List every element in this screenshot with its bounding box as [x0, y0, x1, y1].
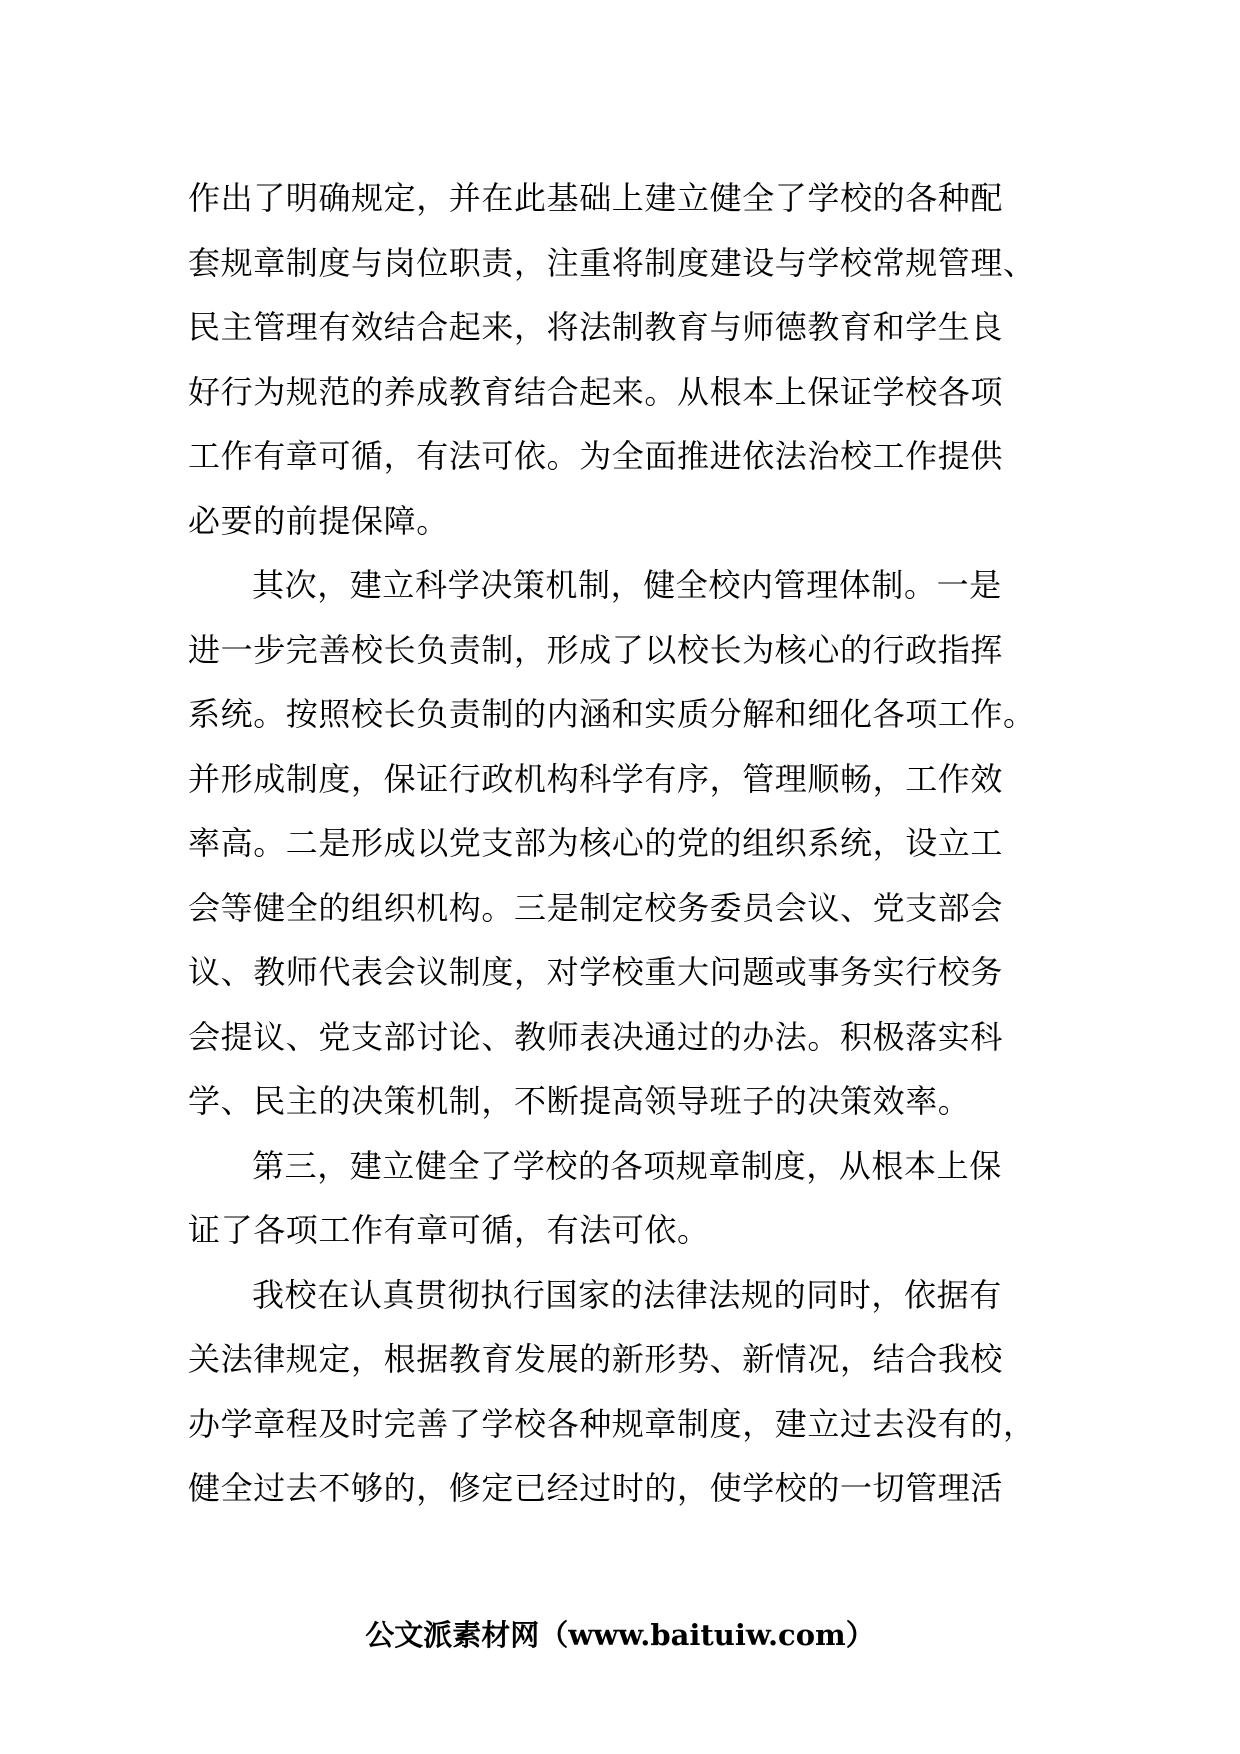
- text-line: 率高。二是形成以党支部为核心的党的组织系统，设立工: [188, 824, 1004, 862]
- text-line: 进一步完善校长负责制，形成了以校长为核心的行政指挥: [188, 630, 1004, 669]
- page-footer-source: 公文派素材网（www.baituiw.com）: [365, 1618, 875, 1652]
- text-line: 证了各项工作有章可循，有法可依。: [188, 1211, 710, 1249]
- paragraph-first-line: 其次，建立科学决策机制，健全校内管理体制。一是: [252, 566, 1002, 604]
- text-line: 议、教师代表会议制度，对学校重大问题或事务实行校务: [188, 953, 1004, 991]
- text-line: 并形成制度，保证行政机构科学有序，管理顺畅，工作效: [188, 759, 1004, 798]
- paragraph-first-line: 我校在认真贯彻执行国家的法律法规的同时，依据有: [252, 1275, 1002, 1314]
- text-line: 工作有章可循，有法可依。为全面推进依法治校工作提供: [188, 437, 1004, 475]
- text-line: 学、民主的决策机制，不断提高领导班子的决策效率。: [188, 1082, 971, 1120]
- text-line: 好行为规范的养成教育结合起来。从根本上保证学校各项: [188, 372, 1004, 411]
- text-line: 会提议、党支部讨论、教师表决通过的办法。积极落实科: [188, 1017, 1004, 1056]
- text-line: 关法律规定，根据教育发展的新形势、新情况，结合我校: [188, 1340, 1004, 1378]
- paragraph-first-line: 第三，建立健全了学校的各项规章制度，从根本上保: [252, 1146, 1002, 1185]
- text-line: 办学章程及时完善了学校各种规章制度，建立过去没有的，: [188, 1404, 1036, 1443]
- text-line: 作出了明确规定，并在此基础上建立健全了学校的各种配: [188, 179, 1004, 217]
- text-line: 系统。按照校长负责制的内涵和实质分解和细化各项工作。: [188, 695, 1036, 733]
- text-line: 民主管理有效结合起来，将法制教育与师德教育和学生良: [188, 308, 1004, 346]
- text-line: 健全过去不够的，修定已经过时的，使学校的一切管理活: [188, 1469, 1004, 1507]
- text-line: 套规章制度与岗位职责，注重将制度建设与学校常规管理、: [188, 243, 1036, 282]
- text-line: 会等健全的组织机构。三是制定校务委员会议、党支部会: [188, 888, 1004, 927]
- document-body: [188, 166, 1068, 1521]
- text-line: 必要的前提保障。: [188, 501, 449, 540]
